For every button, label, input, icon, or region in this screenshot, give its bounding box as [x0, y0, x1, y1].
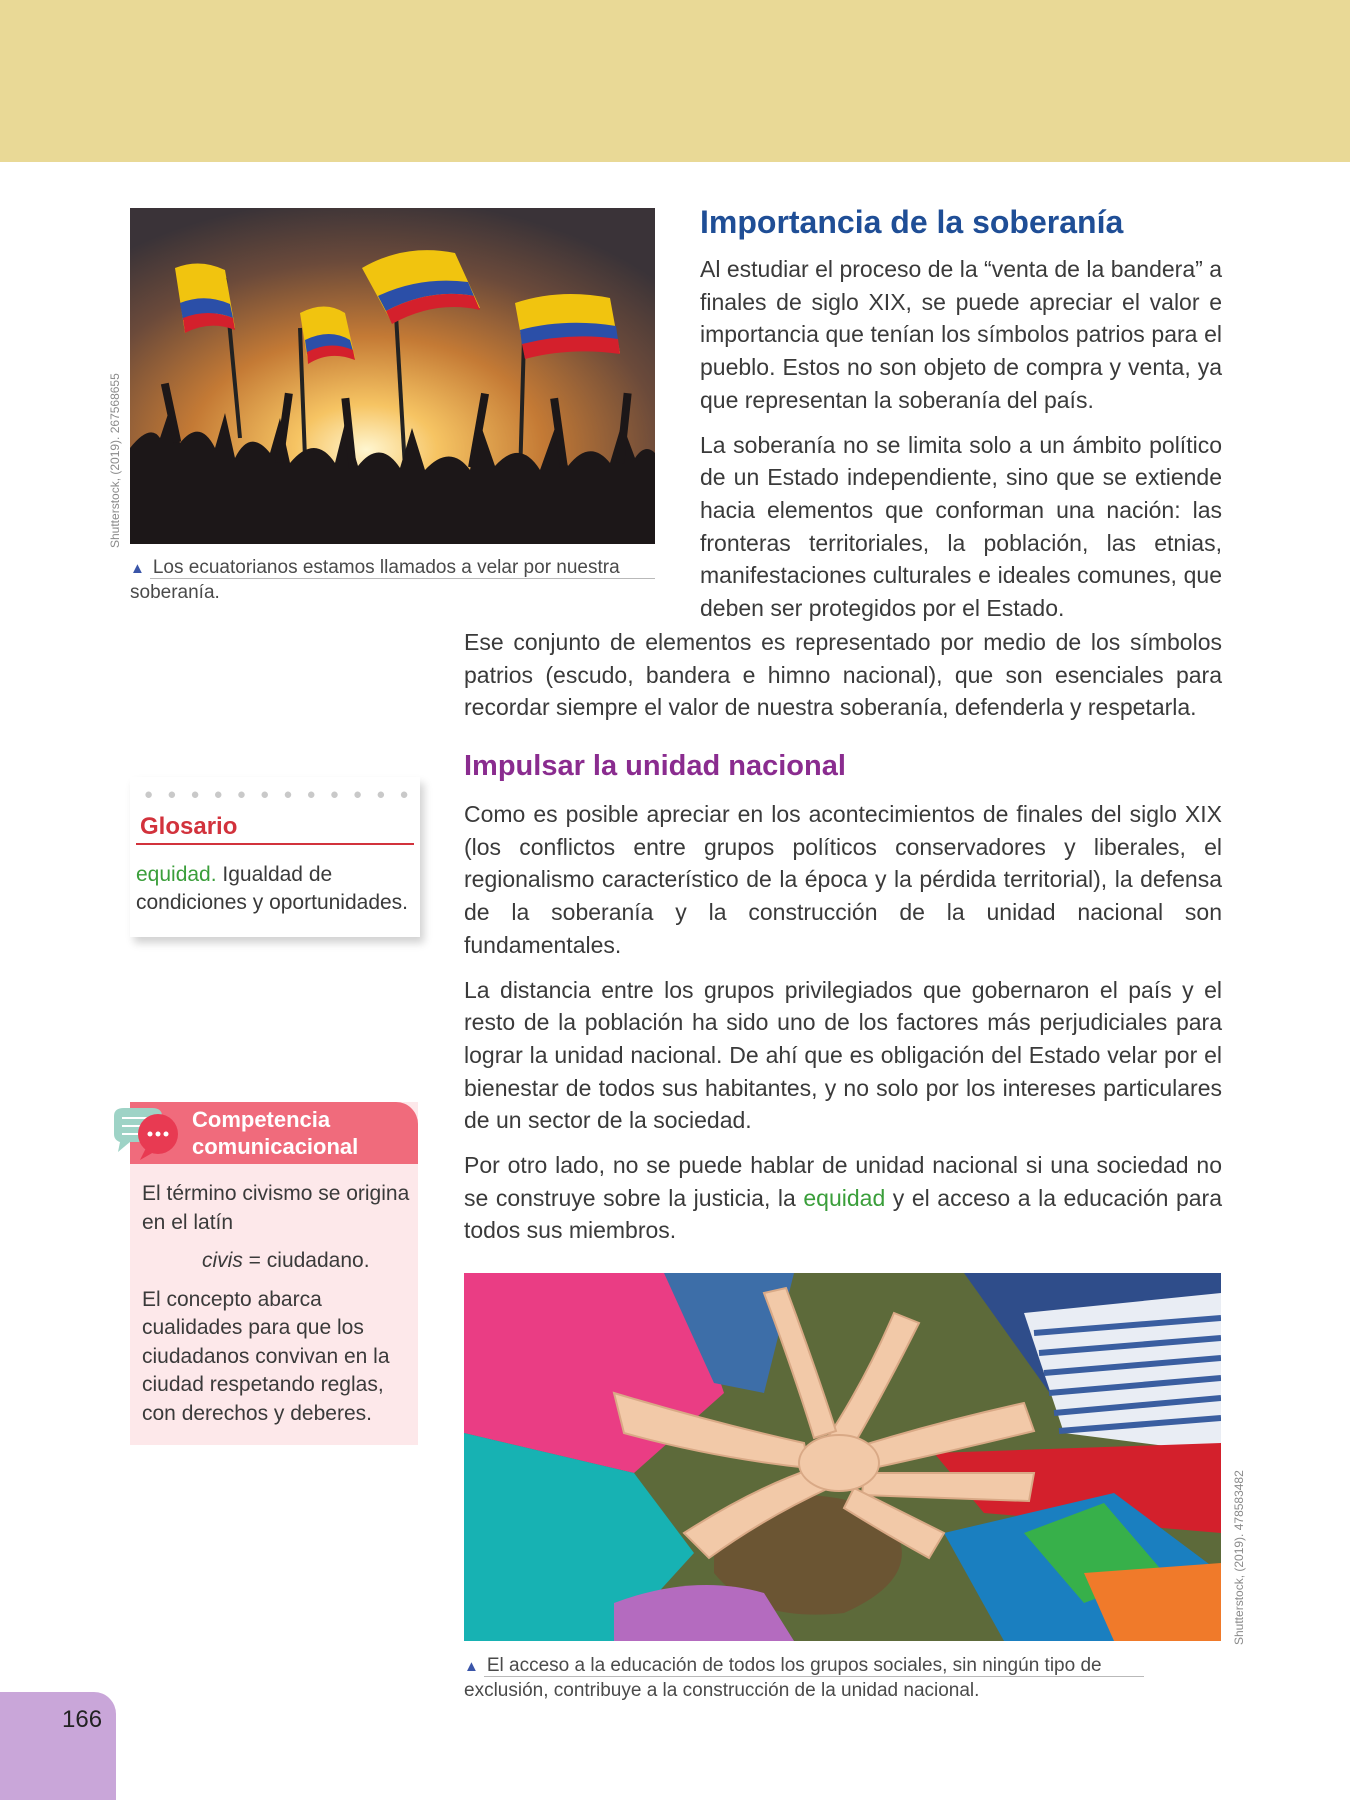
- section1-full-text: [464, 626, 1222, 736]
- glossary-box: [130, 777, 420, 937]
- competencia-paragraph-2: El concepto abarca cualidades para que los ciudadanos convivan en la ciudad respetando reglas, con derechos y deberes.: [142, 1287, 390, 1425]
- glossary-divider: [136, 843, 414, 845]
- term-equidad-link[interactable]: equidad: [803, 1184, 886, 1211]
- hands-photo: [464, 1273, 1221, 1641]
- header-band: [0, 0, 1350, 162]
- competencia-box: [130, 1102, 418, 1445]
- competencia-header: [130, 1102, 418, 1164]
- photo-credit-1: Shutterstock, (2019). 267568655: [108, 373, 122, 548]
- section2-paragraph-1: Como es posible apreciar en los acontecimientos de finales del siglo XIX (los conflictos entre grupos políticos conservadores y liberales, el regionalismo característico de la época y la pérdida territorial), la defensa de la soberanía y la construcción de la unidad nacional son fundamentales.: [464, 801, 1222, 958]
- competencia-title: Competencia comunicacional: [192, 1107, 359, 1159]
- flags-photo: [130, 208, 655, 544]
- section-title-unidad: Impulsar la unidad nacional: [464, 750, 846, 782]
- speech-bubbles-icon: [108, 1106, 188, 1169]
- page-number: 166: [62, 1706, 103, 1733]
- photo-caption-1: [130, 556, 650, 605]
- glossary-entry: [136, 861, 420, 917]
- photo-credit-2: Shutterstock, (2019). 478583482: [1232, 1470, 1246, 1645]
- section1-paragraph-3: Ese conjunto de elementos es representado por medio de los símbolos patrios (escudo, bandera e himno nacional), que son esenciales para recordar siempre el valor de nuestra soberanía, defenderla y respetarla.: [464, 629, 1222, 721]
- section2-text: [464, 798, 1222, 1259]
- section1-paragraph-2: La soberanía no se limita solo a un ámbito político de un Estado independiente, sino que se extiende hacia elementos que conforman una nación: las fronteras territoriales, la población, las etnias, manifestaciones culturales e ideales comunes, que deben ser protegidos por el Estado.: [700, 431, 1222, 622]
- caption-triangle-icon: ▲: [130, 560, 145, 577]
- glossary-title: Glosario: [140, 813, 238, 840]
- caption-text-2: El acceso a la educación de todos los grupos sociales, sin ningún tipo de exclusión, contribuye a la construcción de la unidad nacional.: [464, 1655, 1102, 1701]
- glossary-definition: Igualdad de condiciones y oportunidades.: [136, 863, 409, 914]
- section1-col-text: [700, 253, 1222, 625]
- caption-divider-1: [150, 578, 655, 579]
- photo-caption-2: [464, 1654, 1174, 1703]
- section-title-soberania: Importancia de la soberanía: [700, 204, 1124, 240]
- caption-triangle-icon-2: ▲: [464, 1658, 479, 1675]
- section2-paragraph-3: Por otro lado, no se puede hablar de unidad nacional si una sociedad no se construye sobre la justicia, la equidad y el acceso a la educación para todos sus miembros.: [464, 1152, 1222, 1244]
- section2-paragraph-2: La distancia entre los grupos privilegiados que gobernaron el país y el resto de la población ha sido uno de los factores más perjudiciales para lograr la unidad nacional. De ahí que es obligación del Estado velar por el bienestar de todos sus habitantes, y no solo por los intereses particulares de un sector de la sociedad.: [464, 976, 1222, 1134]
- glossary-term: equidad.: [136, 863, 217, 886]
- competencia-latin: civis = ciudadano.: [202, 1249, 370, 1272]
- competencia-paragraph-1: El término civismo se origina en el latín: [142, 1182, 410, 1234]
- section1-paragraph-1: Al estudiar el proceso de la “venta de la bandera” a finales de siglo XIX, se puede apreciar el valor e importancia que tenían los símbolos patrios para el pueblo. Estos no son objeto de compra y venta, ya que representan la soberanía del país.: [700, 256, 1222, 413]
- notebook-rings-icon: ● ● ● ● ● ● ● ● ● ● ● ●: [144, 786, 414, 803]
- caption-divider-2: [484, 1676, 1144, 1677]
- caption-text-1: Los ecuatorianos estamos llamados a velar por nuestra soberanía.: [130, 557, 620, 603]
- competencia-text: [142, 1180, 412, 1438]
